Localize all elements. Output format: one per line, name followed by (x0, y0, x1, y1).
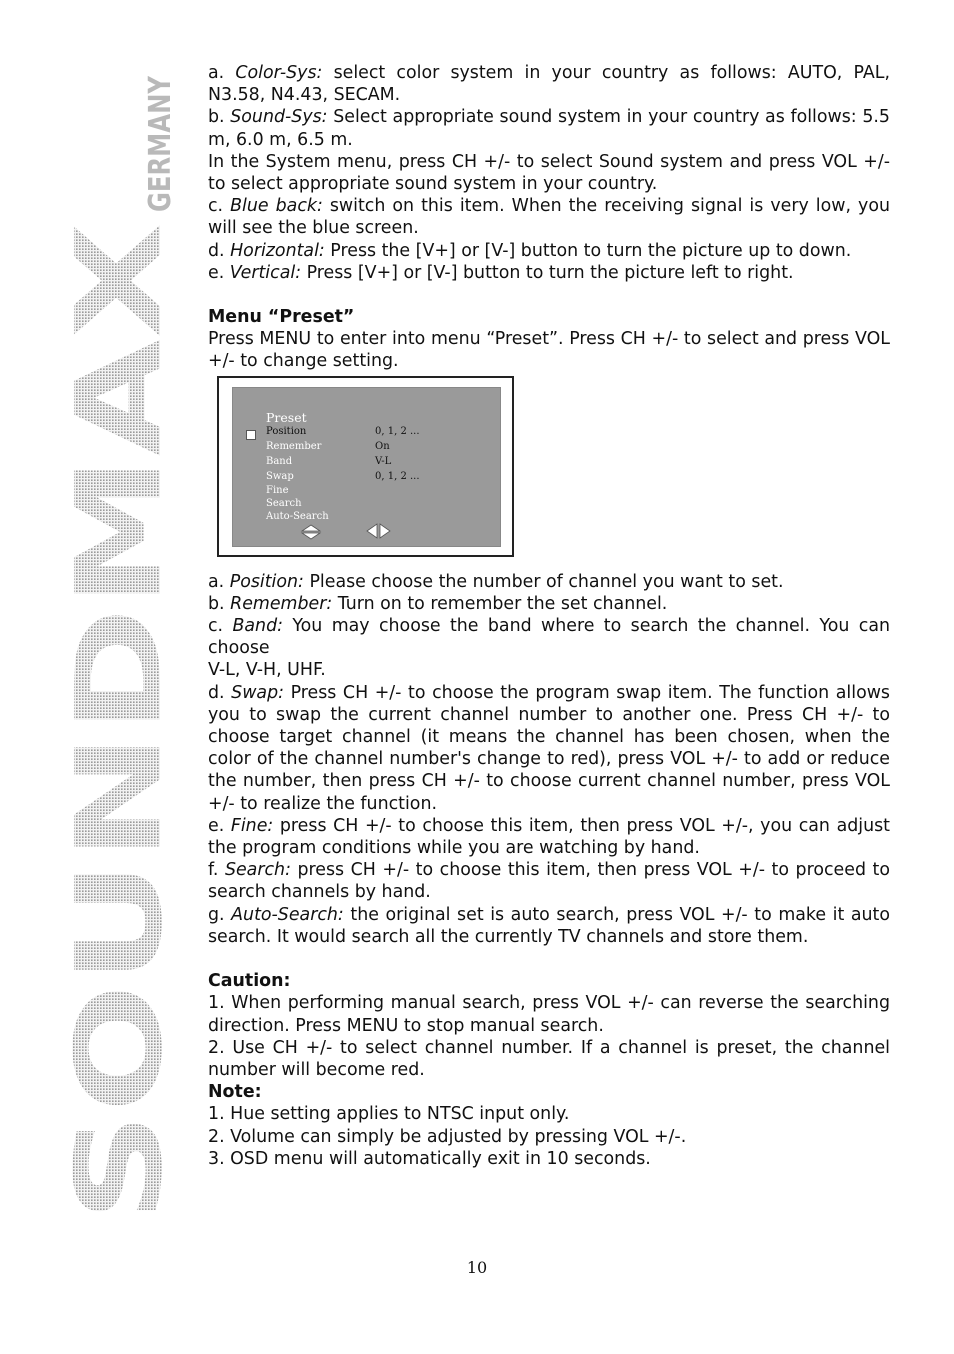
osd-title: Preset (266, 409, 307, 425)
manual-page-content (208, 62, 890, 1170)
page-number: 10 (466, 1258, 488, 1277)
up-down-arrows-icon (301, 525, 321, 539)
svg-text:GERMANY: GERMANY (143, 43, 178, 212)
selection-checkbox-icon (246, 430, 256, 440)
position-item: a. Position: Please choose the number of channel you want to set. (208, 571, 784, 592)
note-item: 3. OSD menu will automatically exit in 10 seconds. (208, 1148, 651, 1169)
preset-menu-heading: Menu “Preset” (208, 307, 355, 328)
remember-item: b. Remember: Turn on to remember the set channel. (208, 593, 668, 614)
svg-text:SOUNDMAX: SOUNDMAX (50, 444, 188, 1222)
note-heading: Note: (208, 1082, 262, 1103)
left-right-arrows-icon (367, 524, 391, 538)
note-item: 1. Hue setting applies to NTSC input only. (208, 1104, 570, 1125)
caution-item: 1. When performing manual search, press VOL +/- can reverse the searching direction. Press MENU to stop manual search. (208, 993, 890, 1036)
osd-row-auto-search: Auto-Search (266, 510, 329, 522)
caution-item: 2. Use CH +/- to select channel number. If a channel is preset, the channel number will become red. (208, 1037, 890, 1080)
blue-back-item: c. Blue back: switch on this item. When the receiving signal is very low, you will see the blue screen. (208, 196, 891, 239)
note-item: 2. Volume can simply be adjusted by pressing VOL +/-. (208, 1126, 687, 1147)
soundmax-germany-logo (50, 43, 196, 1222)
osd-row-remember: Remember On (266, 440, 390, 452)
osd-row-fine: Fine (266, 484, 289, 496)
caution-heading: Caution: (208, 971, 291, 992)
band-item: c. Band: You may choose the band where to search the channel. You can choose (208, 616, 890, 659)
preset-osd-figure (217, 376, 514, 557)
sound-sys-item: b. Sound-Sys: Select appropriate sound system in your country as follows: 5.5 m, 6.0 m, 6.5 m. (208, 107, 890, 150)
osd-row-position: Position 0, 1, 2 ... (266, 425, 420, 437)
fine-item: e. Fine: press CH +/- to choose this item, then press VOL +/-, you can adjust the program conditions while you are watching by hand. (208, 815, 890, 859)
swap-item: d. Swap: Press CH +/- to choose the program swap item. The function allows you to swap the current channel number to another one. Press CH +/- to choose target channel (it means the channel has been chosen, when the color of the channel number's change to red), press VOL +/- to add or reduce the number, then press CH +/- to choose current channel number, press VOL +/- to realize the function. (208, 682, 890, 814)
search-item: f. Search: press CH +/- to choose this item, then press VOL +/- to proceed to search channels by hand. (208, 860, 890, 903)
preset-menu-intro: Press MENU to enter into menu “Preset”. Press CH +/- to select and press VOL +/- to change setting. (208, 329, 890, 372)
auto-search-item: g. Auto-Search: the original set is auto search, press VOL +/- to make it auto search. It would search all the currently TV channels and store them. (208, 904, 890, 947)
band-options: V-L, V-H, UHF. (208, 660, 326, 681)
sound-sys-instructions: In the System menu, press CH +/- to select Sound system and press VOL +/- to select appropriate sound system in your country. (208, 151, 890, 195)
osd-row-search: Search (266, 497, 302, 509)
preset-osd-screen (232, 387, 501, 547)
vertical-item: e. Vertical: Press [V+] or [V-] button to turn the picture left to right. (208, 262, 794, 283)
horizontal-item: d. Horizontal: Press the [V+] or [V-] button to turn the picture up to down. (208, 240, 852, 261)
osd-row-band: Band V-L (266, 455, 392, 467)
osd-row-swap: Swap 0, 1, 2 ... (266, 470, 420, 482)
color-sys-item: a. Color-Sys: select color system in your country as follows: AUTO, PAL, N3.58, N4.43, SECAM. (208, 63, 890, 106)
